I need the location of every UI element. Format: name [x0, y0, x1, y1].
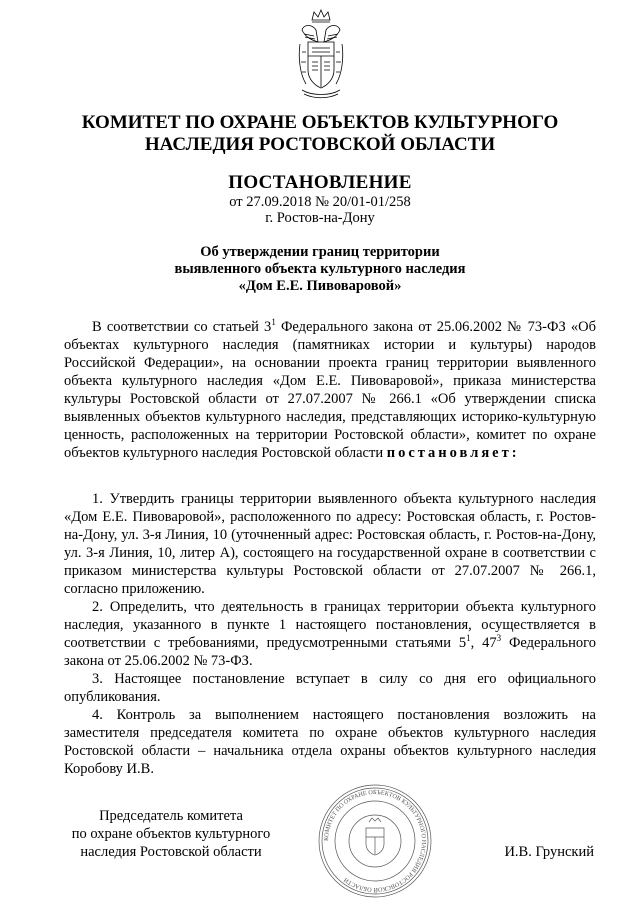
position-line-3: наследия Ростовской области: [80, 844, 262, 860]
committee-line-2: НАСЛЕДИЯ РОСТОВСКОЙ ОБЛАСТИ: [144, 134, 496, 155]
committee-header: [60, 112, 580, 156]
coat-of-arms-emblem: [294, 8, 348, 100]
signatory-name: И.В. Грунский: [504, 844, 594, 860]
decree-city: г. Ростов-на-Дону: [265, 210, 375, 226]
position-line-1: Председатель комитета: [99, 808, 243, 824]
item-2-sup-2: 3: [496, 633, 502, 644]
preamble-text-1: В соответствии со статьей 3: [92, 319, 272, 335]
decree-title: ПОСТАНОВЛЕНИЕ: [228, 172, 412, 193]
subject-line-3: «Дом Е.Е. Пивоваровой»: [238, 278, 402, 294]
committee-line-1: КОМИТЕТ ПО ОХРАНЕ ОБЪЕКТОВ КУЛЬТУРНОГО: [81, 112, 559, 133]
signatory-position: [56, 807, 286, 861]
decree-date-number: от 27.09.2018 № 20/01-01/258: [229, 194, 411, 210]
preamble-sup-1: 1: [271, 317, 276, 328]
item-2-text-2: , 47: [470, 635, 497, 651]
preamble-text-2: Федерального закона от 25.06.2002 № 73-ФЗ «Об объектах культурного наследия (памятниках истории и культуры) народов Российской Федерации», на основании проекта границ территории выявленного объекта культурного наследия «Дом Е.Е. Пивоваровой», приказа министерства культуры Ростовской области от 27.07.2007 № 266.1 «Об утверждении списка выявленных объектов культурного наследия, представляющих историко-культурную ценность, расположенных на территории Ростовской области», комитет по охране объектов культурного наследия Ростовской области: [64, 319, 596, 461]
subject-line-1: Об утверждении границ территории: [200, 244, 440, 260]
item-2-text-3: Федерального закона от 25.06.2002 № 73-ФЗ.: [64, 635, 596, 669]
item-2: [64, 598, 596, 670]
decree-subject: [120, 244, 520, 295]
item-2-sup-1: 1: [466, 633, 471, 644]
seal-ring-text: КОМИТЕТ ПО ОХРАНЕ ОБЪЕКТОВ КУЛЬТУРНОГО НАСЛЕДИЯ РОСТОВСКОЙ ОБЛАСТИ: [322, 788, 428, 894]
preamble: [64, 318, 596, 462]
decree-block: [60, 172, 580, 226]
item-3: 3. Настоящее постановление вступает в силу со дня его официального опубликования.: [64, 671, 596, 705]
item-4: 4. Контроль за выполнением настоящего постановления возложить на заместителя председателя комитета по охране объектов культурного наследия Ростовской области – начальника отдела охраны объектов культурного наследия Коробову И.В.: [64, 707, 596, 777]
decree-items: [64, 490, 596, 778]
item-1: 1. Утвердить границы территории выявленного объекта культурного наследия «Дом Е.Е. Пивоваровой», расположенного по адресу: Ростовская область, г. Ростов-на-Дону, ул. 3-я Линия, 10 (уточненный адрес: Ростовская область, г. Ростов-на-Дону, ул. 3-я Линия, 10, литер А), состоящего на государственной охране в соответствии с приказом министерства культуры Ростовской области от 27.07.2007 № 266.1, согласно приложению.: [64, 491, 596, 597]
resolves-word: постановляет:: [386, 445, 520, 461]
subject-line-2: выявленного объекта культурного наследия: [174, 261, 466, 277]
position-line-2: по охране объектов культурного: [71, 826, 271, 842]
official-seal: [316, 782, 434, 900]
item-2-text-1: 2. Определить, что деятельность в границах территории объекта культурного наследия, указанного в пункте 1 настоящего постановления, осуществляется в соответствии с требованиями, предусмотренными статьями 5: [64, 599, 596, 651]
preamble-paragraph: [64, 318, 596, 462]
